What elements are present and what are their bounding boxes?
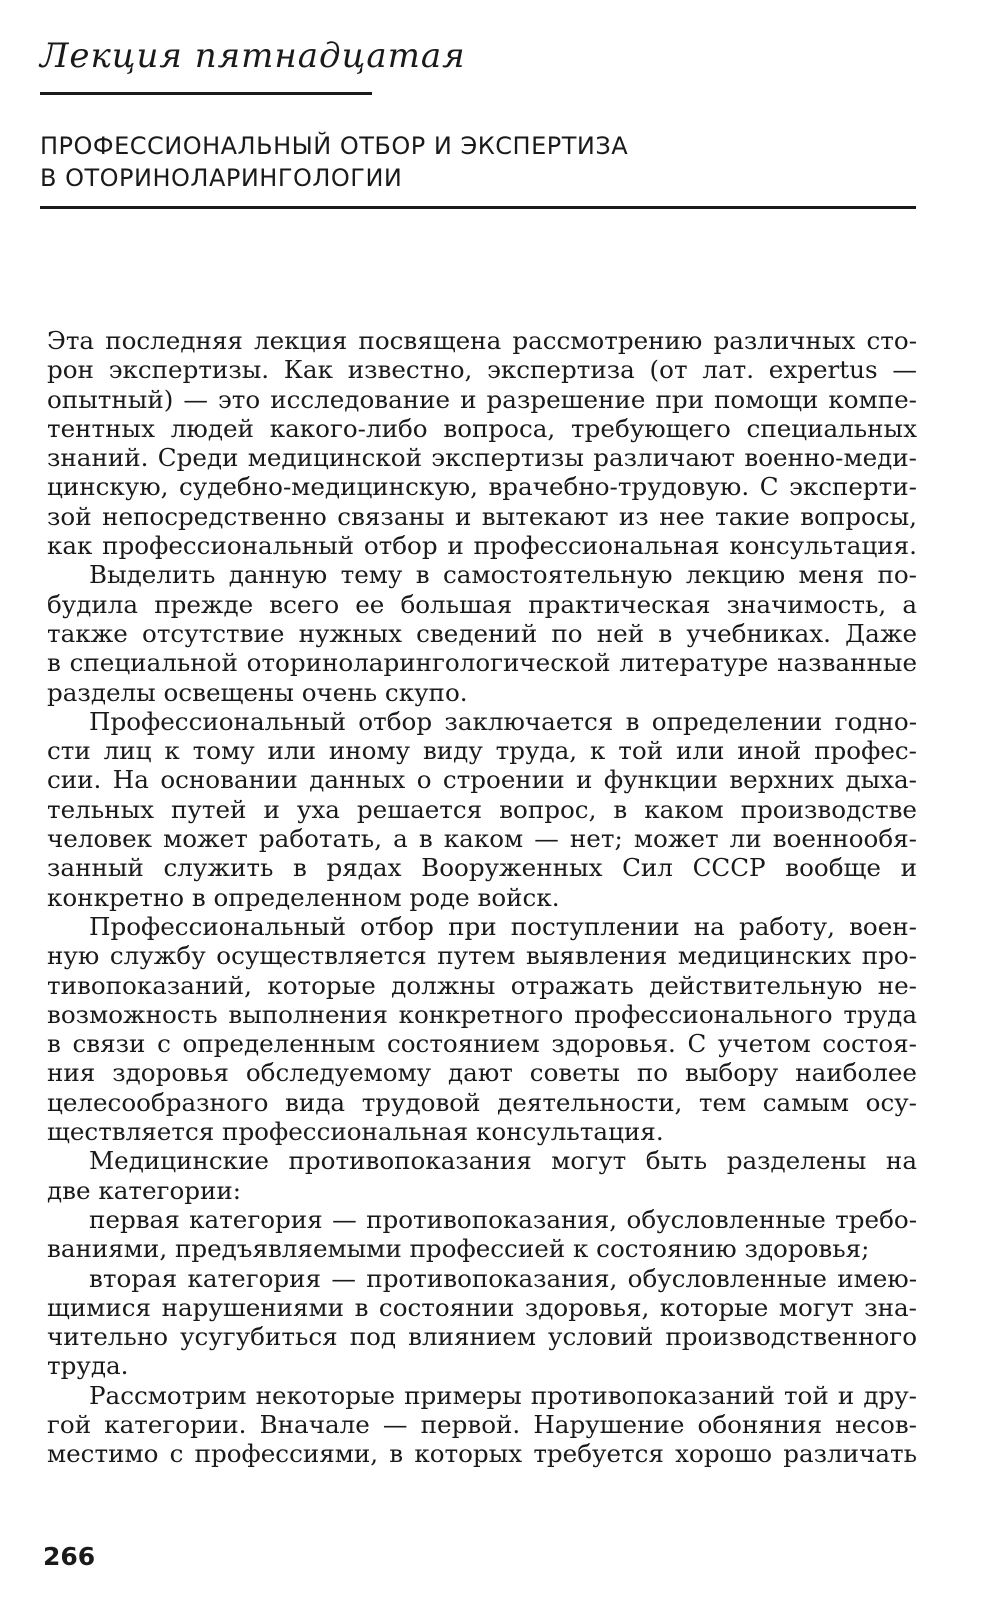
lecture-label: Лекция пятнадцатая: [40, 36, 466, 76]
text-line: ществляется профессиональная консультация.: [47, 1117, 664, 1147]
text-line: занный служить в рядах Вооруженных Сил СССР вообще и: [47, 853, 917, 883]
text-line: тентных людей какого-либо вопроса, требующего специальных: [47, 413, 917, 443]
text-line: вторая категория — противопоказания, обусловленные имею-: [89, 1263, 917, 1293]
text-line: Эта последняя лекция посвящена рассмотрению различных сто-: [47, 326, 917, 355]
text-line: ния здоровья обследуемому дают советы по выбору наиболее: [47, 1058, 917, 1088]
text-line: опытный) — это исследование и разрешение при помощи компе-: [47, 384, 917, 414]
chapter-title: [40, 130, 920, 194]
text-line: рон экспертизы. Как известно, экспертиза (от лат. expertus —: [47, 355, 917, 385]
header-divider-short: [40, 92, 372, 95]
text-line: будила прежде всего ее большая практическая значимость, а: [47, 589, 917, 619]
text-line: гой категории. Вначале — первой. Нарушение обоняния несов-: [47, 1409, 917, 1439]
text-line: сии. На основании данных о строении и функции верхних дыха-: [47, 765, 917, 795]
text-line: в связи с определенным состоянием здоровья. С учетом состоя-: [47, 1029, 917, 1059]
text-line: Профессиональный отбор заключается в определении годно-: [89, 706, 917, 736]
text-line: труда.: [47, 1351, 129, 1381]
text-line: целесообразного вида трудовой деятельности, тем самым осу-: [47, 1087, 917, 1117]
text-line: Рассмотрим некоторые примеры противопоказаний той и дру-: [89, 1380, 917, 1410]
text-line: знаний. Среди медицинской экспертизы различают военно-меди-: [47, 443, 917, 473]
text-line: возможность выполнения конкретного профессионального труда: [47, 999, 917, 1029]
text-line: чительно усугубиться под влиянием условий производственного: [47, 1322, 917, 1352]
text-line: Выделить данную тему в самостоятельную лекцию меня по-: [89, 560, 917, 590]
text-line: сти лиц к тому или иному виду труда, к той или иной профес-: [47, 736, 917, 766]
page-number: 266: [43, 1542, 96, 1571]
text-line: также отсутствие нужных сведений по ней в учебниках. Даже: [47, 618, 917, 648]
text-line: в специальной оториноларингологической литературе названные: [47, 648, 917, 678]
text-line: разделы освещены очень скупо.: [47, 677, 468, 707]
text-line: щимися нарушениями в состоянии здоровья, которые могут зна-: [47, 1292, 917, 1322]
text-line: две категории:: [47, 1175, 242, 1205]
text-line: Профессиональный отбор при поступлении на работу, воен-: [89, 911, 917, 941]
text-line: цинскую, судебно-медицинскую, врачебно-трудовую. С эксперти-: [47, 472, 917, 502]
text-line: конкретно в определенном роде войск.: [47, 882, 560, 912]
text-line: ную службу осуществляется путем выявления медицинских про-: [47, 941, 917, 971]
text-line: местимо с профессиями, в которых требуется хорошо различать: [47, 1439, 917, 1469]
text-line: тельных путей и уха решается вопрос, в каком производстве: [47, 794, 917, 824]
body-text: [47, 326, 917, 1469]
text-line: человек может работать, а в каком — нет; может ли военнообя-: [47, 824, 917, 854]
text-line: как профессиональный отбор и профессиональная консультация.: [47, 531, 917, 561]
text-line: Медицинские противопоказания могут быть разделены на: [89, 1146, 917, 1176]
text-line: ваниями, предъявляемыми профессией к состоянию здоровья;: [47, 1234, 870, 1264]
header-divider-long: [40, 206, 916, 209]
chapter-title-line: ПРОФЕССИОНАЛЬНЫЙ ОТБОР И ЭКСПЕРТИЗА: [40, 132, 629, 160]
text-line: зой непосредственно связаны и вытекают из нее такие вопросы,: [47, 501, 917, 531]
chapter-title-line: В ОТОРИНОЛАРИНГОЛОГИИ: [40, 164, 403, 192]
text-line: тивопоказаний, которые должны отражать действительную не-: [47, 970, 917, 1000]
text-line: первая категория — противопоказания, обусловленные требо-: [89, 1204, 917, 1234]
